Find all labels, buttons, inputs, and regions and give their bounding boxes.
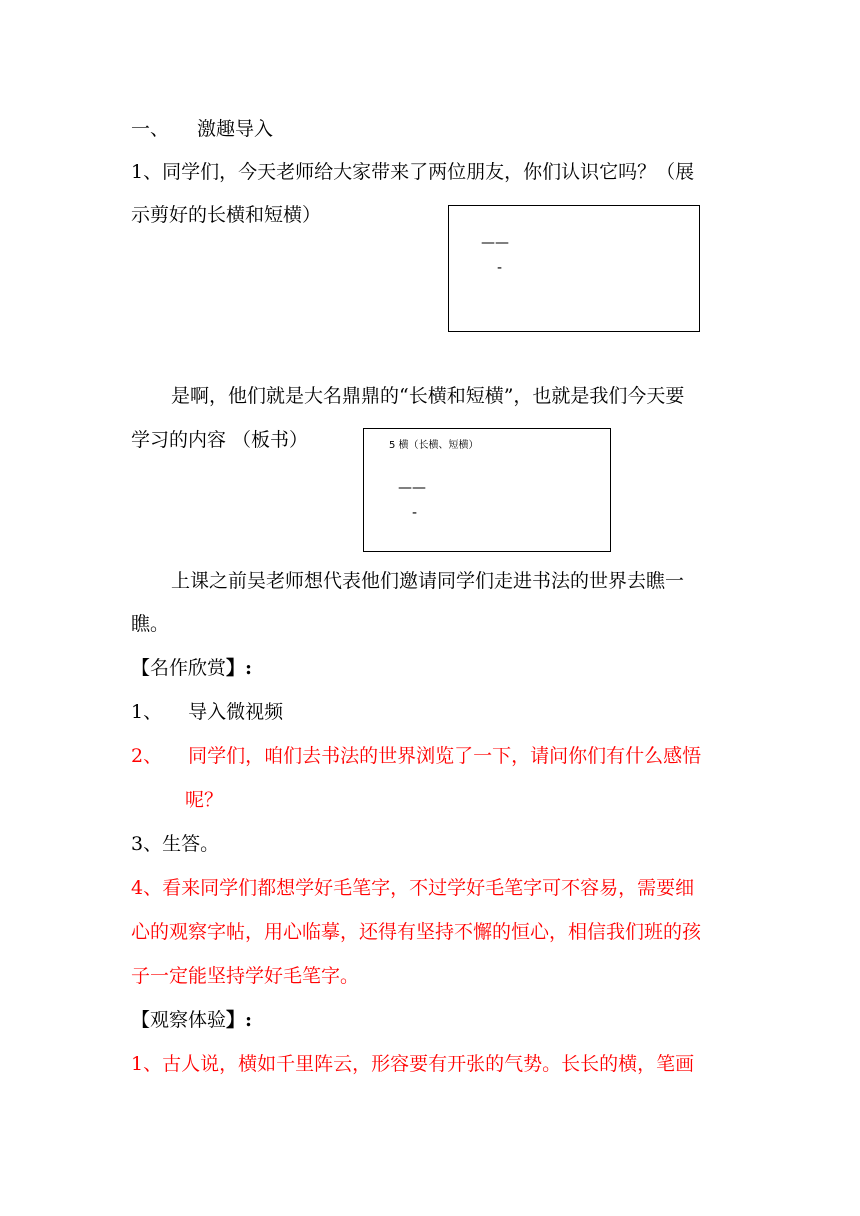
paragraph-line: 学习的内容 （板书） (131, 429, 309, 451)
paragraph-line: 1、同学们，今天老师给大家带来了两位朋友，你们认识它吗？（展 (131, 161, 695, 183)
item-number: 2、 (131, 745, 163, 767)
section-heading (131, 1008, 252, 1032)
paragraph-line: 上课之前吴老师想代表他们邀请同学们走进书法的世界去瞧一 (171, 570, 685, 592)
list-item: 4、看来同学们都想学好毛笔字，不过学好毛笔字可不容易，需要细 (131, 877, 695, 899)
long-stroke: —— (398, 480, 426, 496)
paragraph-line: 瞧。 (131, 613, 170, 635)
heading-bracket: 】: (226, 657, 253, 679)
heading-bracket: 】: (226, 1009, 253, 1031)
list-item: 3、生答。 (131, 833, 220, 855)
short-stroke: - (412, 505, 418, 521)
item-text: 同学们，咱们去书法的世界浏览了一下，请问你们有什么感悟 (188, 745, 702, 767)
blackboard-title: 5 横（长横、短横） (389, 440, 479, 451)
list-item-continuation: 心的观察字帖，用心临摹，还得有坚持不懈的恒心，相信我们班的孩 (131, 921, 702, 943)
heading-text: 【观察体验 (131, 1009, 227, 1031)
heading-text: 激趣导入 (197, 118, 274, 140)
stroke-figure-box (448, 205, 700, 332)
heading-number: 一、 (131, 118, 170, 140)
section-heading (131, 117, 273, 141)
blackboard-figure-box (363, 428, 611, 552)
section-heading (131, 656, 252, 680)
paragraph-line: 是啊，他们就是大名鼎鼎的“长横和短横”，也就是我们今天要 (171, 385, 685, 407)
long-stroke: —— (481, 235, 509, 251)
list-item (131, 744, 701, 768)
heading-text: 【名作欣赏 (131, 657, 227, 679)
item-number: 1、 (131, 701, 163, 723)
item-text: 导入微视频 (188, 701, 284, 723)
paragraph-line: 示剪好的长横和短横） (131, 204, 322, 226)
list-item-continuation: 子一定能坚持学好毛笔字。 (131, 965, 360, 987)
list-item: 1、古人说，横如千里阵云，形容要有开张的气势。长长的横，笔画 (131, 1053, 695, 1075)
list-item (131, 700, 283, 724)
list-item-continuation: 呢？ (185, 789, 224, 811)
short-stroke: - (497, 260, 503, 276)
